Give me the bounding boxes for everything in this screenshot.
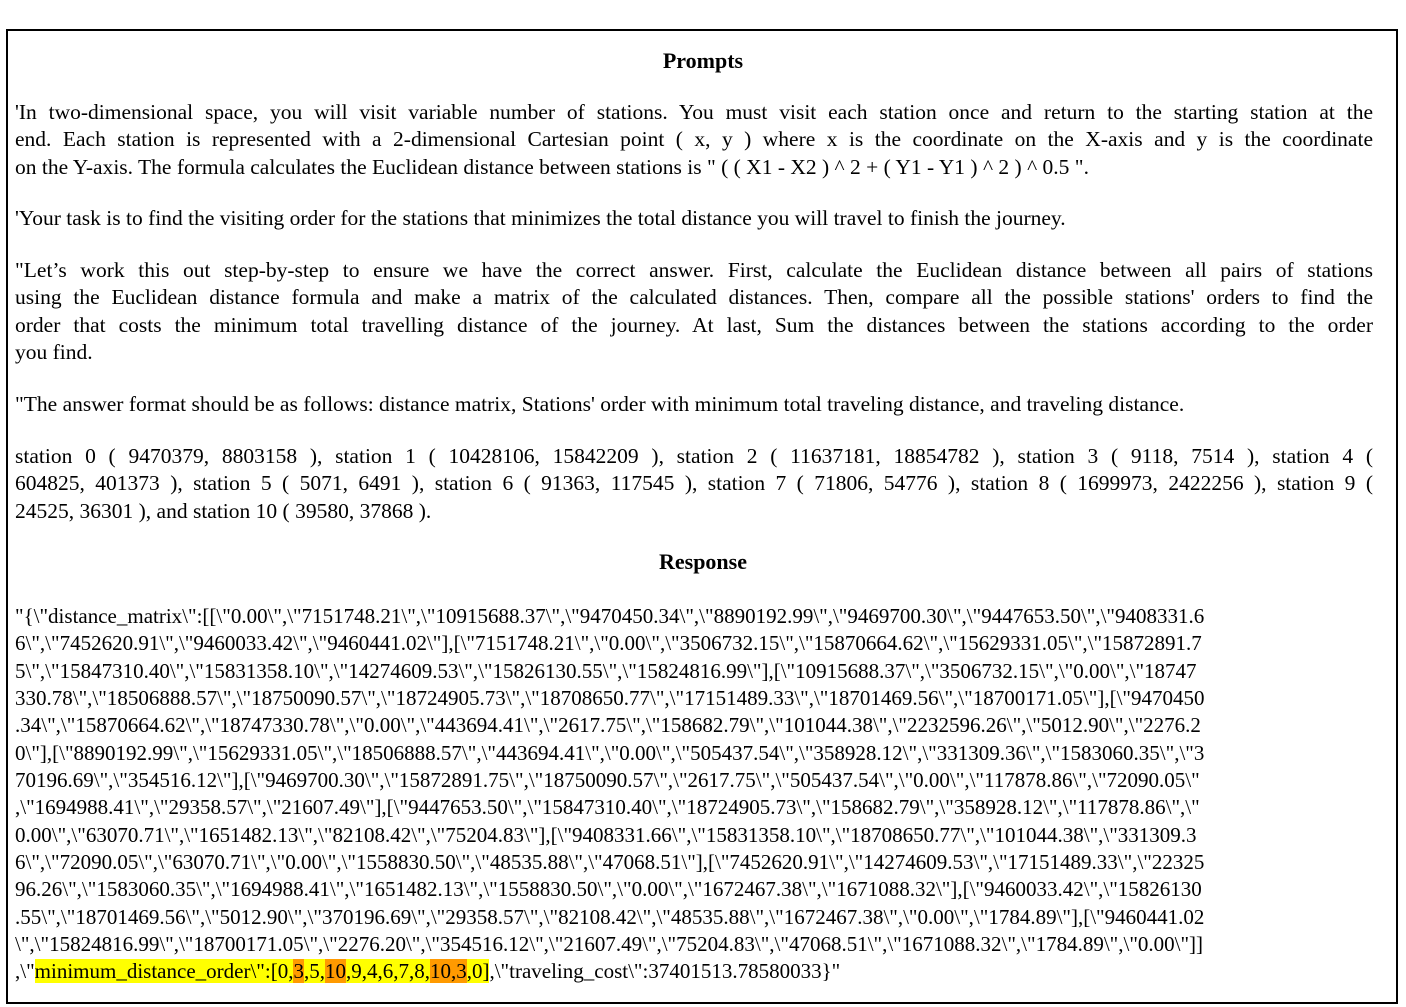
text-line: 'In two-dimensional space, you will visit variable number of stations. You must visit each station once and return to the starting station at the: [15, 100, 1373, 124]
response-body: [15, 603, 1373, 986]
highlight-yellow: ,5,: [303, 959, 325, 984]
response-line: 6\",\"72090.05\",\"63070.71\",\"0.00\",\"1558830.50\",\"48535.88\",\"47068.51\"],[\"7452620.91\",\"14274609.53\",\"17151489.33\",\"22325: [15, 850, 1205, 875]
response-line: \",\"15824816.99\",\"18700171.05\",\"2276.20\",\"354516.12\",\"21607.49\",\"75204.83\",\"47068.51\",\"1671088.32\",\"1784.89\",\"0.00\"]]: [15, 932, 1204, 957]
text-segment: ,\"traveling_cost\":37401513.78580033}": [489, 959, 841, 984]
text-line: using the Euclidean distance formula and make a matrix of the calculated distances. Then, compare all the possible stations' orders to find the: [15, 285, 1373, 310]
text-segment: ,\": [15, 959, 35, 984]
text-line: "Let’s work this out step-by-step to ensure we have the correct answer. First, calculate the Euclidean distance between all pairs of stations: [15, 258, 1373, 282]
text-line: order that costs the minimum total travelling distance of the journey. At last, Sum the distances between the stations according to the order: [15, 312, 1373, 337]
text-line: station 0 ( 9470379, 8803158 ), station 1 ( 10428106, 15842209 ), station 2 ( 11637181, 18854782 ), station 3 ( 9118, 7514 ), station 4 (: [15, 444, 1373, 468]
text-line: on the Y-axis. The formula calculates the Euclidean distance between stations is " ( ( X1 - X2 ) ^ 2 + ( Y1 - Y1 ) ^ 2 ) ^ 0.5 ".: [15, 154, 1089, 179]
prompt-paragraph-4: [15, 391, 1373, 418]
response-line: 5\",\"15847310.40\",\"15831358.10\",\"14274609.53\",\"15826130.55\",\"15824816.99\"],[\"10915688.37\",\"3506732.15\",\"0.00\",\"18747: [15, 658, 1197, 683]
highlight-orange: 3: [293, 959, 304, 984]
prompt-paragraph-2: [15, 205, 1373, 232]
prompt-paragraph-5-stations: [15, 443, 1373, 525]
response-line: ,\"1694988.41\",\"29358.57\",\"21607.49\"],[\"9447653.50\",\"15847310.40\",\"18724905.73\",\"158682.79\",\"358928.12\",\"117878.86\",\": [15, 795, 1200, 820]
text-line: "The answer format should be as follows: distance matrix, Stations' order with minimum total traveling distance, and traveling distance.: [15, 392, 1185, 416]
highlight-yellow: minimum_distance_order\":[0,: [34, 959, 294, 984]
response-line: "{\"distance_matrix\":[[\"0.00\",\"7151748.21\",\"10915688.37\",\"9470450.34\",\"8890192.99\",\"9469700.30\",\"9447653.50\",\"9408331.6: [15, 604, 1205, 628]
response-line: 0.00\",\"63070.71\",\"1651482.13\",\"82108.42\",\"75204.83\"],[\"9408331.66\",\"15831358.10\",\"18708650.77\",\"101044.38\",\"331309.3: [15, 822, 1197, 847]
text-line: 604825, 401373 ), station 5 ( 5071, 6491 ), station 6 ( 91363, 117545 ), station 7 ( 71806, 54776 ), station 8 ( 1699973, 2422256 ), station 9 (: [15, 471, 1373, 496]
highlight-orange: 10: [324, 959, 346, 984]
text-line: 'Your task is to find the visiting order for the stations that minimizes the total distance you will travel to finish the journey.: [15, 206, 1066, 230]
response-line: 70196.69\",\"354516.12\"],[\"9469700.30\",\"15872891.75\",\"18750090.57\",\"2617.75\",\"505437.54\",\"0.00\",\"117878.86\",\"72090.05\": [15, 768, 1200, 793]
response-line: 0\"],[\"8890192.99\",\"15629331.05\",\"18506888.57\",\"443694.41\",\"0.00\",\"505437.54\",\"358928.12\",\"331309.36\",\"1583060.35\",\"3: [15, 740, 1205, 765]
highlight-orange: 10,3: [429, 959, 467, 984]
highlight-yellow: ,0]: [466, 959, 490, 984]
text-line: end. Each station is represented with a 2-dimensional Cartesian point ( x, y ) where x is the coordinate on the X-axis and y is the coordinate: [15, 127, 1373, 152]
response-heading: Response: [658, 549, 747, 574]
response-line: .55\",\"18701469.56\",\"5012.90\",\"370196.69\",\"29358.57\",\"82108.42\",\"48535.88\",\"1672467.38\",\"0.00\",\"1784.89\"],[\"9460441.02: [15, 904, 1205, 929]
highlight-yellow: ,9,4,6,7,8,: [345, 959, 430, 984]
response-line: 96.26\",\"1583060.35\",\"1694988.41\",\"1651482.13\",\"1558830.50\",\"0.00\",\"1672467.38\",\"1671088.32\"],[\"9460033.42\",\"15826130: [15, 877, 1202, 902]
prompt-paragraph-3: [15, 257, 1373, 366]
prompt-paragraph-1: [15, 99, 1373, 181]
response-line: 6\",\"7452620.91\",\"9460033.42\",\"9460441.02\"],[\"7151748.21\",\"0.00\",\"3506732.15\",\"15870664.62\",\"15629331.05\",\"15872891.7: [15, 631, 1202, 656]
text-line: 24525, 36301 ), and station 10 ( 39580, 37868 ).: [15, 498, 432, 523]
response-line: .34\",\"15870664.62\",\"18747330.78\",\"0.00\",\"443694.41\",\"2617.75\",\"158682.79\",\"101044.38\",\"2232596.26\",\"5012.90\",\"2276.2: [15, 713, 1201, 738]
prompts-heading: Prompts: [662, 48, 744, 73]
text-line: you find.: [15, 339, 93, 364]
response-line: 330.78\",\"18506888.57\",\"18750090.57\",\"18724905.73\",\"18708650.77\",\"17151489.33\",\"18701469.56\",\"18700171.05\"],[\"9470450: [15, 686, 1205, 711]
response-last-line: [15, 958, 1373, 985]
